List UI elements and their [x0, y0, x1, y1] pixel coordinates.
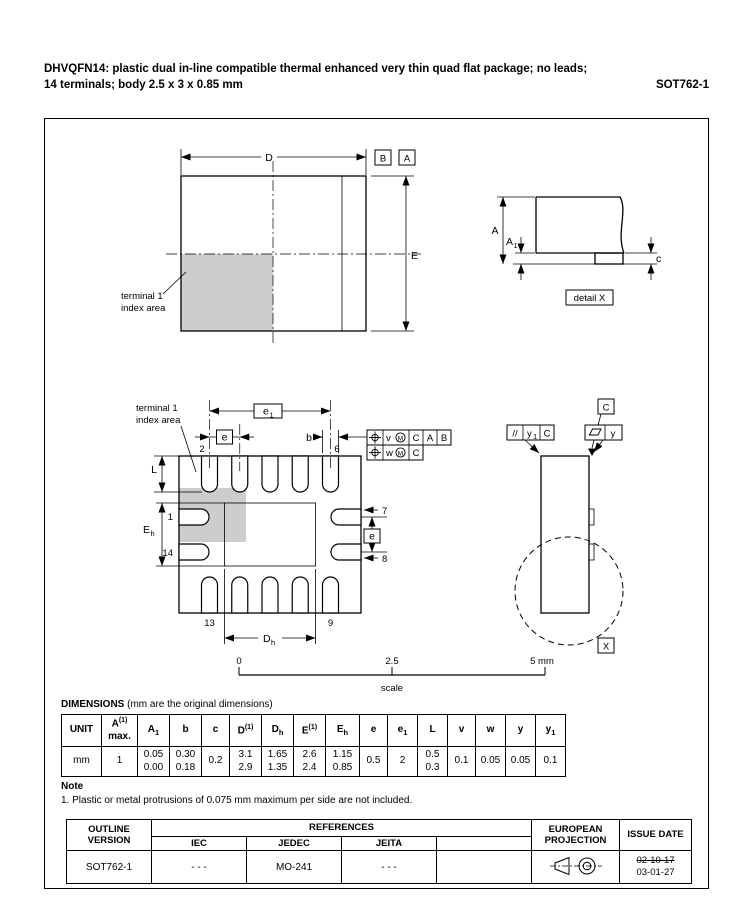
dimensions-table — [61, 714, 566, 777]
col-y1: $y_1$ — [536, 715, 566, 747]
col-d: $D^{(1)}$ — [230, 715, 262, 747]
col-iec: IEC — [152, 837, 247, 851]
terminal1-label-line2: index area — [136, 415, 181, 426]
tolerance-frame-flatness — [585, 425, 622, 452]
datum-b-label: B — [379, 153, 387, 165]
detail-x-ref-label: X — [602, 641, 610, 653]
dim-c-label: c — [656, 253, 662, 265]
ref-outline-version: SOT762-1 — [67, 851, 152, 884]
pin-13-label: 13 — [204, 618, 215, 629]
col-v: v — [448, 715, 476, 747]
terminal1-label-line1: terminal 1 — [121, 291, 163, 302]
col-european-projection: EUROPEAN PROJECTION — [532, 820, 620, 851]
dimensions-heading — [61, 699, 273, 710]
col-w: w — [476, 715, 506, 747]
bottom-view — [136, 400, 451, 647]
col-a-max: $A^{(1)}$ max. — [102, 715, 138, 747]
val-e: 0.5 — [360, 747, 388, 777]
detail-x-label: detail X — [573, 293, 606, 304]
detail-x-circle — [515, 537, 623, 645]
col-e: e — [360, 715, 388, 747]
ref-jedec: MO-241 — [247, 851, 342, 884]
par-y-sub: 1 — [533, 432, 538, 441]
tol-b-label: B — [440, 433, 448, 444]
ref-jeita: - - - — [342, 851, 437, 884]
ref-issue-date — [620, 851, 692, 884]
dimensions-heading-note: (mm are the original dimensions) — [124, 699, 273, 710]
dim-e1-label: e — [263, 405, 269, 418]
val-dh: 1.65 1.35 — [262, 747, 294, 777]
pin-7-label: 7 — [382, 506, 388, 517]
terminal1-label-line1: terminal 1 — [136, 403, 178, 414]
package-outline-drawing — [45, 119, 710, 697]
datum-a-label: A — [403, 153, 411, 165]
val-y1: 0.1 — [536, 747, 566, 777]
val-a1: 0.05 0.00 — [138, 747, 170, 777]
dim-dh-label: D — [263, 633, 271, 645]
dim-e-label: e — [221, 431, 228, 444]
col-issue-date: ISSUE DATE — [620, 820, 692, 851]
par-c-label: C — [543, 428, 551, 440]
dim-b-label: b — [306, 432, 312, 444]
side-view — [507, 399, 623, 653]
dim-value-row — [62, 747, 566, 777]
ref-blank — [437, 851, 532, 884]
scale-tick-25: 2.5 — [385, 656, 399, 667]
dim-a1-sub: 1 — [513, 241, 518, 250]
tol-a-label: A — [426, 433, 434, 444]
val-y: 0.05 — [506, 747, 536, 777]
col-e1: $e_1$ — [388, 715, 418, 747]
val-l: 0.5 0.3 — [418, 747, 448, 777]
val-unit: mm — [62, 747, 102, 777]
col-outline-version: OUTLINE VERSION — [67, 820, 152, 851]
val-d: 3.1 2.9 — [230, 747, 262, 777]
tol-m2-label: M — [397, 450, 404, 458]
dim-dh-sub: h — [271, 638, 276, 647]
val-w: 0.05 — [476, 747, 506, 777]
reference-table — [66, 819, 692, 884]
datum-c-label: C — [602, 402, 610, 414]
pin-2-label: 2 — [199, 444, 205, 455]
pin-14-label: 14 — [162, 548, 173, 559]
tol-w-label: w — [386, 448, 393, 459]
tol-v-label: v — [386, 433, 391, 444]
note-heading: Note — [61, 781, 84, 792]
dim-e-label: E — [411, 250, 419, 262]
dim-header-row — [62, 715, 566, 747]
ref-projection-symbol — [532, 851, 620, 884]
col-eh: $E_h$ — [326, 715, 360, 747]
val-e-cap: 2.6 2.4 — [294, 747, 326, 777]
val-b: 0.30 0.18 — [170, 747, 202, 777]
package-code: SOT762-1 — [655, 79, 709, 91]
issue-date-new: 03-01-27 — [636, 867, 675, 878]
par-y-label: y — [527, 428, 532, 440]
col-jedec: JEDEC — [247, 837, 342, 851]
flat-y-label: y — [610, 428, 616, 440]
terminal1-index-area-shading — [181, 254, 273, 331]
col-unit: UNIT — [62, 715, 102, 747]
tol-c2-label: C — [412, 448, 420, 459]
tolerance-frame-position-w — [367, 445, 423, 460]
ref-header-row-1 — [67, 820, 692, 837]
issue-date-old: 02-10-17 — [636, 854, 675, 866]
col-y: y — [506, 715, 536, 747]
page-title — [44, 61, 709, 93]
tol-c1-label: C — [412, 433, 420, 444]
val-v: 0.1 — [448, 747, 476, 777]
val-e1: 2 — [388, 747, 418, 777]
col-a1: $A_1$ — [138, 715, 170, 747]
first-angle-projection-icon — [549, 854, 603, 878]
dim-e-side-label: e — [369, 530, 375, 543]
dim-e1-sub: 1 — [269, 410, 274, 420]
pin-8-label: 8 — [382, 554, 388, 565]
datum-triangle-icon — [588, 449, 596, 457]
col-jeita: JEITA — [342, 837, 437, 851]
dim-a-label: A — [491, 225, 499, 237]
dimensions-heading-bold: DIMENSIONS — [61, 699, 125, 710]
scale-caption: scale — [380, 683, 404, 694]
col-dh: $D_h$ — [262, 715, 294, 747]
scale-tick-0: 0 — [236, 656, 242, 667]
col-blank — [437, 837, 532, 851]
tolerance-frame-position-v — [367, 430, 451, 445]
col-b: b — [170, 715, 202, 747]
pin-9-label: 9 — [327, 618, 334, 629]
tolerance-frame-parallelism — [507, 425, 554, 453]
note-item-1: 1. Plastic or metal protrusions of 0.075 mm maximum per side are not included. — [61, 795, 413, 806]
pin-1-label: 1 — [167, 512, 173, 523]
col-references: REFERENCES — [152, 820, 532, 837]
scale-bar — [236, 656, 554, 694]
side-view-detail — [491, 197, 661, 305]
val-eh: 1.15 0.85 — [326, 747, 360, 777]
terminal1-label-line2: index area — [121, 303, 166, 314]
dim-eh-sub: h — [150, 529, 155, 538]
ref-iec: - - - — [152, 851, 247, 884]
scale-tick-5mm: 5 mm — [530, 656, 554, 667]
col-c: c — [202, 715, 230, 747]
pin-6-label: 6 — [334, 444, 340, 455]
val-a-max: 1 — [102, 747, 138, 777]
title-line1: DHVQFN14: plastic dual in-line compatible thermal enhanced very thin quad flat package; no leads; — [44, 63, 588, 75]
title-line2: 14 terminals; body 2.5 x 3 x 0.85 mm — [44, 79, 243, 91]
val-c: 0.2 — [202, 747, 230, 777]
col-e-cap: $E^{(1)}$ — [294, 715, 326, 747]
dim-eh-label: E — [143, 524, 151, 536]
dim-d-label: D — [265, 152, 273, 164]
dim-a1-label: A — [506, 236, 514, 248]
ref-data-row — [67, 851, 692, 884]
dim-l-label: L — [151, 464, 157, 476]
tol-m1-label: M — [397, 435, 404, 443]
top-view — [121, 149, 421, 346]
parallelism-icon: // — [512, 428, 518, 440]
drawing-frame — [44, 118, 709, 889]
col-l: L — [418, 715, 448, 747]
